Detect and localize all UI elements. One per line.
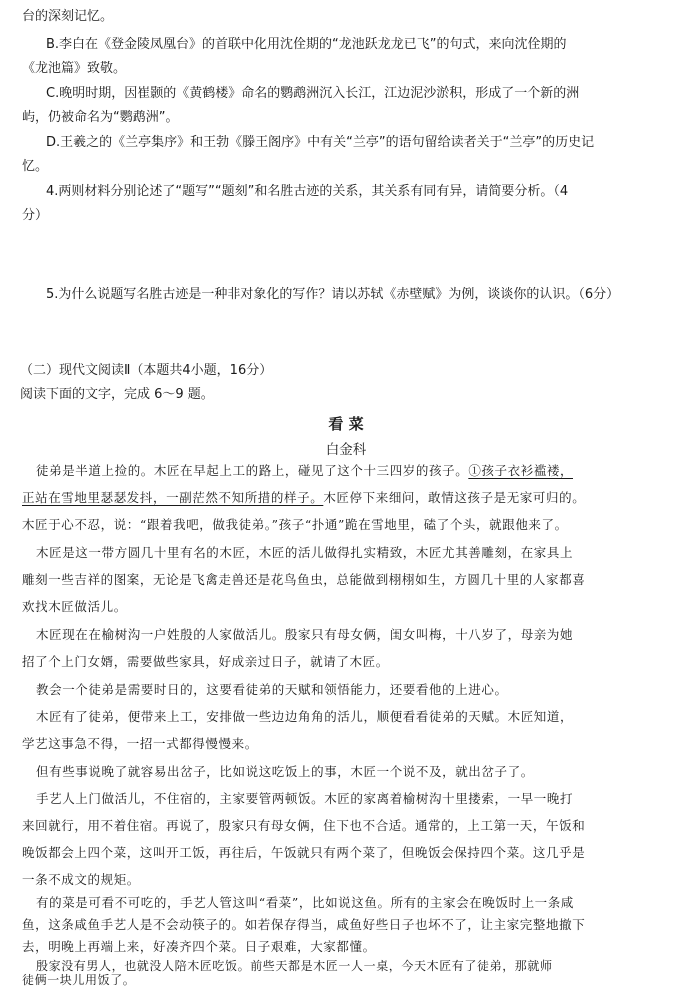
story-p2-line1: 木匠是这一带方圆几十里有名的木匠，木匠的活儿做得扎实精致，木匠尤其善雕刻，在家具上 [36, 545, 574, 560]
story-p8-line1: 有的菜是可看不可吃的，手艺人管这叫“看菜”，比如说这鱼。所有的主家会在晚饭时上一条咸 [36, 895, 574, 910]
underlined-sentence-1a: ①孩子衣衫褴褛， [468, 463, 574, 478]
option-c-line2: 屿，仍被命名为“鹦鹉洲”。 [22, 110, 179, 125]
story-p3-line2: 招了个上门女婿，需要做些家具，好成亲过日子，就请了木匠。 [22, 654, 389, 669]
option-a-tail: 台的深刻记忆。 [22, 9, 114, 24]
story-author: 白金科 [325, 442, 367, 458]
option-d-line1: D.王羲之的《兰亭集序》和王勃《滕王阁序》中有关“兰亭”的语句留给读者关于“兰亭”的历史记 [46, 135, 595, 150]
story-p4: 教会一个徒弟是需要时日的，这要看徒弟的天赋和领悟能力，还要看他的上进心。 [36, 682, 508, 697]
story-p2-line2: 雕刻一些吉祥的图案，无论是飞禽走兽还是花鸟鱼虫，总能做到栩栩如生，方圆几十里的人家都喜 [22, 572, 586, 587]
question-5: 5.为什么说题写名胜古迹是一种非对象化的写作？请以苏轼《赤壁赋》为例，谈谈你的认识。（6分） [46, 287, 620, 302]
story-p9-line1: 殷家没有男人，也就没人陪木匠吃饭。前些天都是木匠一人一桌，今天木匠有了徒弟，那就师 [36, 959, 553, 973]
story-p5-line1: 木匠有了徒弟，便带来上工，安排做一些边边角角的活儿，顺便看看徒弟的天赋。木匠知道， [36, 709, 574, 724]
story-p3-line1: 木匠现在在榆树沟一户姓殷的人家做活儿。殷家只有母女俩，闺女叫梅，十八岁了，母亲为她 [36, 627, 574, 642]
story-p1-line2-text: 木匠停下来细问，敢情这孩子是无家可归的。 [323, 490, 586, 505]
story-p6: 但有些事说晚了就容易出岔子，比如说这吃饭上的事，木匠一个说不及，就出岔子了。 [36, 764, 534, 779]
story-p2-line3: 欢找木匠做活儿。 [22, 599, 127, 614]
story-p1-line1 [36, 461, 573, 481]
section-heading: （二）现代文阅读Ⅱ（本题共4小题，16分） [20, 363, 273, 378]
option-c-line1: C.晚明时期，因崔颢的《黄鹤楼》命名的鹦鹉洲沉入长江，江边泥沙淤积，形成了一个新的洲 [46, 86, 580, 101]
story-p1-line2 [22, 488, 585, 508]
story-p8-line2: 鱼，这条咸鱼手艺人是不会动筷子的。如若保存得当，咸鱼好些日子也坏不了，让主家完整地撤下 [22, 917, 586, 932]
option-d-line2: 忆。 [22, 159, 49, 174]
story-title: 看 菜 [328, 415, 364, 433]
question-4-line2: 分） [22, 208, 49, 223]
story-p7-line2: 来回就行，用不着住宿。再说了，殷家只有母女俩，住下也不合适。通常的，上工第一天，午饭和 [22, 818, 586, 833]
story-p1-line3: 木匠于心不忍，说：“跟着我吧，做我徒弟。”孩子“扑通”跪在雪地里，磕了个头，就跟他来了。 [22, 517, 568, 532]
story-p1-line1-text: 徒弟是半道上捡的。木匠在早起上工的路上，碰见了这个十三四岁的孩子。 [36, 463, 469, 478]
story-p8-line3: 去，明晚上再端上来，好凑齐四个菜。日子艰难，大家都懂。 [22, 939, 376, 954]
story-p9-line2: 徒俩一块儿用饭了。 [22, 973, 136, 987]
option-b-line1: B.李白在《登金陵凤凰台》的首联中化用沈佺期的“龙池跃龙龙已飞”的句式，来向沈佺期的 [46, 37, 567, 52]
underlined-sentence-1b: 正站在雪地里瑟瑟发抖，一副茫然不知所措的样子。 [22, 490, 324, 505]
story-p7-line1: 手艺人上门做活儿，不住宿的，主家要管两顿饭。木匠的家离着榆树沟十里搂索，一早一晚打 [36, 791, 574, 806]
question-4-line1: 4.两则材料分别论述了“题写”“题刻”和名胜古迹的关系，其关系有同有异，请简要分析。（4 [46, 184, 569, 199]
section-instruction: 阅读下面的文字，完成 6～9 题。 [20, 387, 214, 402]
story-p7-line3: 晚饭都会上四个菜，这叫开工饭，再往后，午饭就只有两个菜了，但晚饭会保持四个菜。这几乎是 [22, 845, 586, 860]
story-p5-line2: 学艺这事急不得，一招一式都得慢慢来。 [22, 736, 258, 751]
story-p7-line4: 一条不成文的规矩。 [22, 872, 140, 887]
option-b-line2: 《龙池篇》致敬。 [22, 61, 127, 76]
